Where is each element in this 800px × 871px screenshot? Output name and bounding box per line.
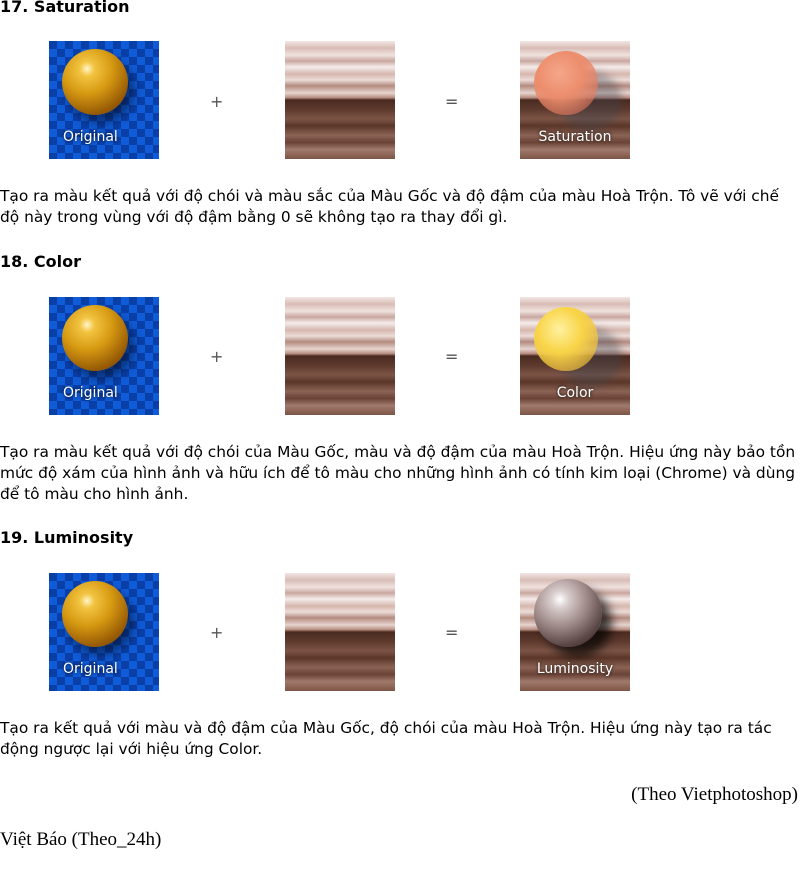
result-label: Saturation <box>538 129 612 145</box>
luminosity-sphere-icon <box>534 579 602 647</box>
plus-sign: + <box>210 347 224 366</box>
original-image-luminosity <box>49 573 159 691</box>
section-description: Tạo ra màu kết quả với độ chói và màu sắc của Màu Gốc và độ đậm của màu Hoà Trộn. Tô vẽ với chế độ này trong vùng với độ đậm bằng 0 sẽ không tạo ra thay đổi gì. <box>0 187 779 226</box>
result-image-saturation <box>520 41 630 159</box>
original-image-color <box>49 297 159 415</box>
result-label: Luminosity <box>536 661 614 677</box>
saturation-sphere-icon <box>534 51 598 115</box>
gold-sphere-icon <box>62 305 128 371</box>
blend-texture-image <box>285 297 395 415</box>
plus-sign: + <box>210 623 224 642</box>
equals-sign: = <box>445 347 459 366</box>
result-label: Color <box>556 385 594 401</box>
equals-sign: = <box>445 92 459 111</box>
blend-texture-image <box>285 573 395 691</box>
color-sphere-icon <box>534 307 598 371</box>
section-title-color: 18. Color <box>0 252 82 271</box>
original-label: Original <box>63 129 118 145</box>
result-image-luminosity <box>520 573 630 691</box>
source-credit: (Theo Vietphotoshop) <box>631 784 798 805</box>
result-image-color <box>520 297 630 415</box>
section-title-saturation: 17. Saturation <box>0 0 130 16</box>
equals-sign: = <box>445 623 459 642</box>
plus-sign: + <box>210 92 224 111</box>
section-title-luminosity: 19. Luminosity <box>0 528 134 547</box>
original-label: Original <box>63 385 118 401</box>
original-label: Original <box>63 661 118 677</box>
publisher-credit: Việt Báo (Theo_24h) <box>0 829 162 850</box>
original-image-saturation <box>49 41 159 159</box>
gold-sphere-icon <box>62 49 128 115</box>
section-description: Tạo ra màu kết quả với độ chói của Màu Gốc, màu và độ đậm của màu Hoà Trộn. Hiệu ứng này bảo tồn mức độ xám của hình ảnh và hữu ích để tô màu cho những hình ảnh có tính kim loại (Chrome) và dùng để tô màu cho hình ảnh. <box>0 443 796 503</box>
gold-sphere-icon <box>62 581 128 647</box>
section-description: Tạo ra kết quả với màu và độ đậm của Màu Gốc, độ chói của màu Hoà Trộn. Hiệu ứng này tạo ra tác động ngược lại với hiệu ứng Color. <box>0 719 772 758</box>
blend-texture-image <box>285 41 395 159</box>
